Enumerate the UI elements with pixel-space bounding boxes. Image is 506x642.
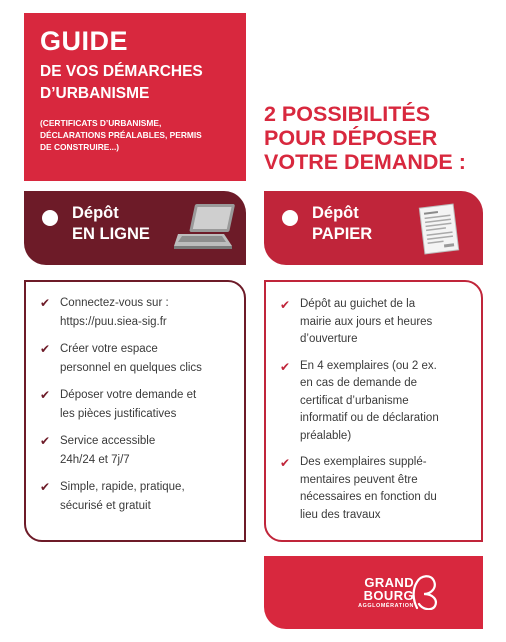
document-icon (414, 200, 464, 258)
online-item-3-line2: les pièces justificatives (60, 407, 177, 420)
online-item-2-line2: personnel en quelques clics (60, 361, 202, 374)
paper-item-3-line3: nécessaires en fonction du (300, 491, 437, 503)
paper-item-1-line1: Dépôt au guichet de la (300, 298, 416, 310)
possibilities-line3: VOTRE DEMANDE : (264, 150, 466, 174)
checkmark-icon: ✔ (40, 296, 51, 310)
list-item (40, 386, 240, 423)
paper-item-2-line1: En 4 exemplaires (ou 2 ex. (300, 359, 437, 372)
grand-bourg-logo-box (264, 556, 483, 629)
checkmark-icon: ✔ (40, 388, 51, 402)
bullet-dot-icon (282, 210, 298, 226)
paper-item-2-line2: en cas de demande de (300, 377, 418, 389)
guide-title-box (24, 13, 246, 181)
paper-item-3-line1: Des exemplaires supplé- (300, 456, 427, 468)
paper-item-2-line3: certificat d’urbanisme (300, 394, 409, 407)
paper-item-3-line2: mentaires peuvent être (300, 473, 418, 486)
online-deposit-header (24, 191, 246, 265)
online-steps-list (40, 294, 240, 524)
online-item-2-line1: Créer votre espace (60, 343, 158, 355)
paper-steps-list (280, 296, 475, 533)
possibilities-heading (264, 102, 504, 174)
logo-line2: BOURG (363, 588, 414, 603)
guide-subtitle (40, 61, 234, 105)
logo-line1: GRAND (364, 575, 414, 590)
guide-note-line1: (CERTIFICATS D’URBANISME, (40, 118, 162, 128)
paper-item-1-line3: d’ouverture (300, 333, 358, 345)
checkmark-icon: ✔ (40, 342, 51, 356)
online-item-1-line1: Connectez-vous sur : (60, 297, 169, 309)
checkmark-icon: ✔ (280, 456, 291, 470)
possibilities-line1: 2 POSSIBILITÉS (264, 102, 431, 126)
checkmark-icon: ✔ (280, 298, 291, 312)
list-item (280, 358, 475, 446)
list-item (40, 432, 240, 469)
paper-item-3-line4: lieu des travaux (300, 508, 381, 521)
list-item (40, 340, 240, 377)
online-title-line1: Dépôt (72, 204, 119, 222)
paper-item-1-line2: mairie aux jours et heures (300, 315, 433, 328)
bullet-dot-icon (42, 210, 58, 226)
list-item (40, 478, 240, 515)
grand-bourg-logo (336, 576, 414, 610)
guide-note (40, 117, 234, 153)
paper-deposit-title (312, 203, 372, 245)
guide-subtitle-line2: D’URBANISME (40, 85, 150, 102)
guide-note-line3: DE CONSTRUIRE...) (40, 142, 120, 152)
paper-item-2-line5: préalable) (300, 429, 352, 442)
list-item (280, 296, 475, 349)
online-deposit-panel (24, 280, 246, 542)
logo-mark-icon (411, 570, 439, 610)
paper-title-line1: Dépôt (312, 204, 359, 222)
online-item-1-line2: https://puu.siea-sig.fr (60, 315, 167, 328)
guide-title: GUIDE (40, 26, 129, 56)
online-item-3-line1: Déposer votre demande et (60, 389, 197, 401)
checkmark-icon: ✔ (40, 480, 51, 494)
list-item (280, 454, 475, 524)
possibilities-line2: POUR DÉPOSER (264, 126, 438, 150)
online-item-4-line2: 24h/24 et 7j/7 (60, 453, 130, 466)
paper-title-line2: PAPIER (312, 225, 373, 243)
paper-deposit-header (264, 191, 483, 265)
paper-item-2-line4: informatif ou de déclaration (300, 412, 439, 424)
checkmark-icon: ✔ (40, 434, 51, 448)
online-item-5-line2: sécurisé et gratuit (60, 499, 151, 512)
checkmark-icon: ✔ (280, 359, 291, 374)
guide-note-line2: DÉCLARATIONS PRÉALABLES, PERMIS (40, 130, 202, 140)
paper-deposit-panel (264, 280, 483, 542)
online-item-5-line1: Simple, rapide, pratique, (60, 481, 185, 493)
list-item (40, 294, 240, 331)
online-title-line2: EN LIGNE (72, 225, 150, 243)
online-item-4-line1: Service accessible (60, 435, 156, 447)
laptop-icon (172, 200, 238, 252)
online-deposit-title (72, 203, 150, 245)
guide-subtitle-line1: DE VOS DÉMARCHES (40, 63, 203, 80)
logo-line3: AGGLOMÉRATION (358, 603, 414, 609)
